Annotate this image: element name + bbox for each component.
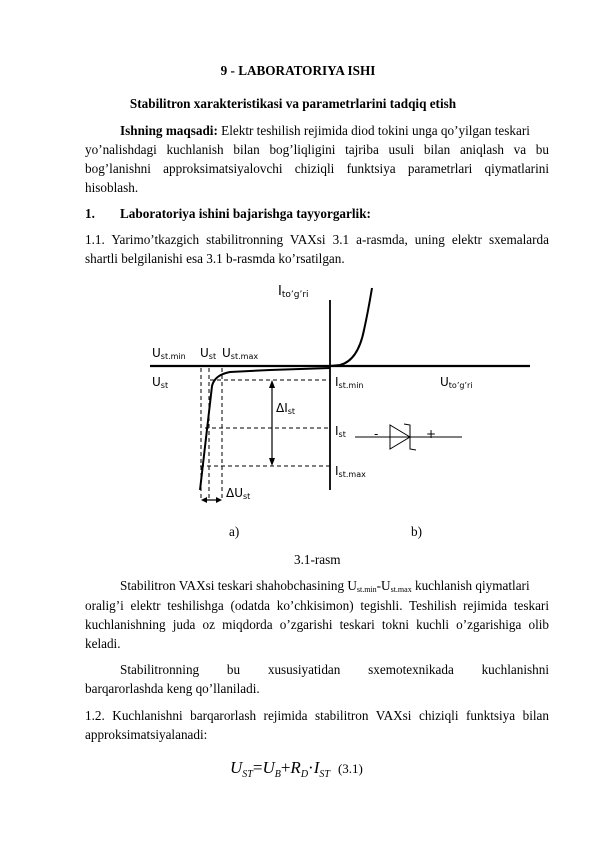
p-stab-line-2: oralig’i elektr teshilishga (odatda ko’chkisimon) tegishli. Teshilish rejimida teskari [85,598,549,613]
section-number: 1. [85,206,95,221]
figure-caption: 3.1-rasm [294,552,341,567]
forward-branch-curve [330,288,372,366]
p12-line-2: approksimatsiyalanadi: [85,727,208,742]
zener-minus-label: - [374,427,379,441]
u-st-left-label: Ust [152,375,169,390]
u-axis-label: Uto’g’ri [440,375,473,390]
i-st-max-label: Ist.max [335,464,366,479]
aim-line-2: yo’nalishdagi kuchlanish bilan bog’liqligini tajriba usuli bilan aniqlash va bu [85,142,549,157]
delta-u-label: ΔUst [226,486,251,501]
figure-label-a: a) [229,524,240,539]
delta-i-arrowhead-top [269,380,275,388]
i-st-min-label: Ist.min [335,375,364,390]
aim-text-1: Elektr teshilish rejimida diod tokini unga qo’yilgan teskari [217,123,530,138]
section-title: Laboratoriya ishini bajarishga tayyorgarlik: [120,206,371,221]
aim-line-1 [120,121,530,140]
p-stab-line-1: Stabilitron VAXsi teskari shahobchasining $U_{st.min}-U_{st.max}$ kuchlanish qiymatlari [120,578,530,594]
u-st-label: Ust [200,346,217,361]
figure-label-b: b) [411,524,422,539]
lab-heading: 9 - LABORATORIYA ISHI [220,63,376,78]
p12-line-1: 1.2. Kuchlanishni barqarorlash rejimida stabilitron VAXsi chiziqli funktsiya bilan [85,708,549,723]
p-use-line-2: barqarorlashda keng qo’llaniladi. [85,681,260,696]
p11-line-2: shartli belgilanishi esa 3.1 b-rasmda ko’rsatilgan. [85,251,345,266]
delta-i-label: ΔIst [276,401,296,416]
i-axis-label: Ito’g’ri [278,284,309,300]
aim-line-3: bog’lanishni approksimatsiyalovchi chiziqli funktsiya parametrlari qiymatlarini [85,161,549,176]
aim-label: Ishning maqsadi: [120,123,218,138]
lab-subtitle: Stabilitron xarakteristikasi va parametrlarini tadqiq etish [129,96,457,111]
p11-line-1: 1.1. Yarimo’tkazgich stabilitronning VAXsi 3.1 a-rasmda, uning elektr sxemalarda [85,232,549,247]
vax-figure [140,276,540,511]
aim-line-4: hisoblash. [85,180,139,195]
delta-u-arrowhead-left [201,497,207,503]
p-stab-line-3: kuchlanishning juda oz miqdorda o’zgarishi teskari tokni kuchli o’zgarishiga olib [85,617,549,632]
reverse-branch-curve [200,368,330,490]
i-st-label: Ist [335,424,346,439]
p-stab-line-4: keladi. [85,636,121,651]
delta-i-arrowhead-bottom [269,458,275,466]
delta-u-arrowhead-right [216,497,222,503]
zener-plus-label: + [426,427,437,441]
u-st-min-label: Ust.min [152,346,186,361]
formula-3-1: $U_{ST}=U_B+R_D\cdot I_{ST}$ (3.1) [230,758,363,780]
formula-number: (3.1) [337,761,363,776]
u-st-max-label: Ust.max [222,346,259,361]
p-use-line-1: Stabilitronning bu xususiyatidan sxemotexnikada kuchlanishni [120,662,549,677]
